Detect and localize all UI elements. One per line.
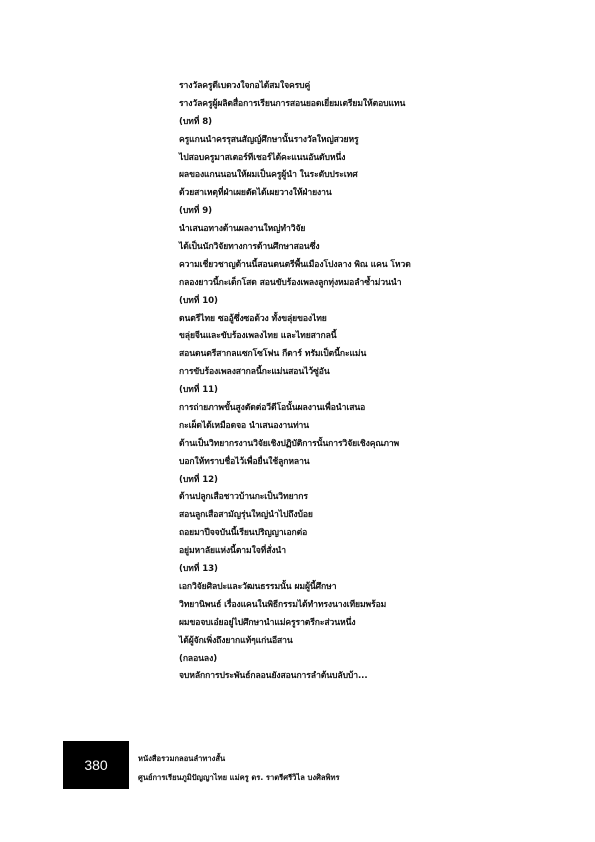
poem-line: รางวัลครูดีเบดวงใจกอได้สมใจครบคู่ [179, 81, 311, 91]
poem-line: บอกให้ทราบชื่อไว้เพื่อยื่นใช้ลูกหลาน [179, 456, 310, 467]
poem-line: ด้วยสาเหตุที่ฝ่าเผยตัดได้เผยวางให้ฝ่ายงาน [179, 188, 332, 199]
poem-line: กะเผ็ดได้เหมือดจอ นำเสนองานท่าน [179, 420, 310, 431]
poem-line: ผมขอจบเอ๋ยอยู่ไปศึกษานำแม่ครูราตรีกะส่วนหนึ่ง [179, 617, 356, 628]
poem-line: ครูแกนนำครรุสนสัญญ์ศึกษานั้นรางวัลใหญ่สวยหรู [179, 134, 359, 145]
stanza-heading: (บทที่ 10) [179, 295, 218, 306]
book-title: หนังสือรวมกลอนลำทางสั้น [138, 754, 226, 763]
poem-line: ขลุ่ยจีนและขับร้องเพลงไทย และไทยสากลนี้ [179, 331, 337, 342]
poem-line: กลองยาวนี้กะเด็กโสด สอนขับร้องเพลงลูกทุ่งหมอลำซ้ำม่วนนำ [179, 277, 402, 288]
poem-line: เอกวิจัยศิลปะและวัฒนธรรมนั้น ผมผู้นี้ศึกษา [179, 581, 337, 592]
stanza-heading: (บทที่ 11) [179, 385, 218, 396]
poem-line: ด้านปลูกเสือชาวบ้านกะเป็นวิทยากร [179, 492, 308, 503]
stanza-heading: (กลอนลง) [179, 653, 218, 664]
center-credit: ศูนย์การเรียนภูมิปัญญาไทย แม่ครู ดร. ราตรีศรีวิไล บงศิลพิทร [138, 773, 340, 782]
poem-body [179, 78, 479, 686]
poem-line: ความเชี่ยวชาญด้านนี้สอนดนตรีพื้นเมืองโปงลาง พิณ แคน โหวด [179, 259, 411, 270]
poem-line: การถ่ายภาพขั้นสูงตัดต่อวีดีโอนั้นผลงานเพื่อนำเสนอ [179, 403, 366, 414]
stanza-heading: (บทที่ 13) [179, 564, 218, 575]
poem-line: วิทยานิพนธ์ เรื่องแคนในพิธีกรรมได้ทำทรงนางเทียมพร้อม [179, 599, 387, 610]
stanza-heading: (บทที่ 9) [179, 206, 212, 217]
page-number-box [63, 741, 129, 789]
page-footer [63, 741, 523, 789]
poem-line: ไปสอบครูมาสเตอร์ทีเชอร์ได้คะแนนอันดับหนึ่ง [179, 152, 346, 163]
poem-line: สอนลูกเสือสามัญรุ่นใหญ่นำไปถึงบ้อย [179, 510, 313, 521]
poem-line: รางวัลครูผู้ผลิตสื่อการเรียนการสอนยอดเยี่ยมเตรียมให้ตอบแทน [179, 98, 406, 109]
page-number: 380 [84, 757, 108, 773]
poem-line: สอนดนตรีสากลแซกโซโฟน กีตาร์ ทรัมเป็ตนี้กะแม่น [179, 349, 367, 360]
poem-line: ได้เป็นนักวิจัยทางการด้านศึกษาสอนซึ่ง [179, 242, 320, 253]
stanza-heading: (บทที่ 8) [179, 116, 212, 127]
poem-line: นำเสนอทางด้านผลงานใหญ่ทำวิจัย [179, 224, 306, 235]
poem-line: การขับร้องเพลงสากลนี้กะแม่นสอนไว้ซู่อัน [179, 367, 330, 378]
poem-line: ผลของแกนนอนให้ผมเป็นครูผู้นำ ในระดับประเทศ [179, 170, 358, 181]
poem-line: อยู่มหาลัยแห่งนี้ตามใจที่สั่งนำ [179, 546, 287, 557]
poem-line: จบหลักการประพันธ์กลอนยังสอนการลำต้นบลับบ้า... [179, 671, 368, 682]
stanza-heading: (บทที่ 12) [179, 474, 218, 485]
poem-line: ได้ผู้จักเพิ่งถึงยากแท้ๆแก่นอีสาน [179, 635, 293, 646]
footer-credits [138, 749, 340, 787]
poem-line: ดนตรีไทย ซออู้ซึ่งซอด้วง ทั้งขลุ่ยของไทย [179, 313, 327, 324]
poem-line: ด้านเป็นวิทยากรงานวิจัยเชิงปฏิบัติการนั้นการวิจัยเชิงคุณภาพ [179, 438, 400, 449]
poem-line: ถอยมาปีจจบันนี้เรียนปริญญาเอกต่อ [179, 528, 308, 539]
